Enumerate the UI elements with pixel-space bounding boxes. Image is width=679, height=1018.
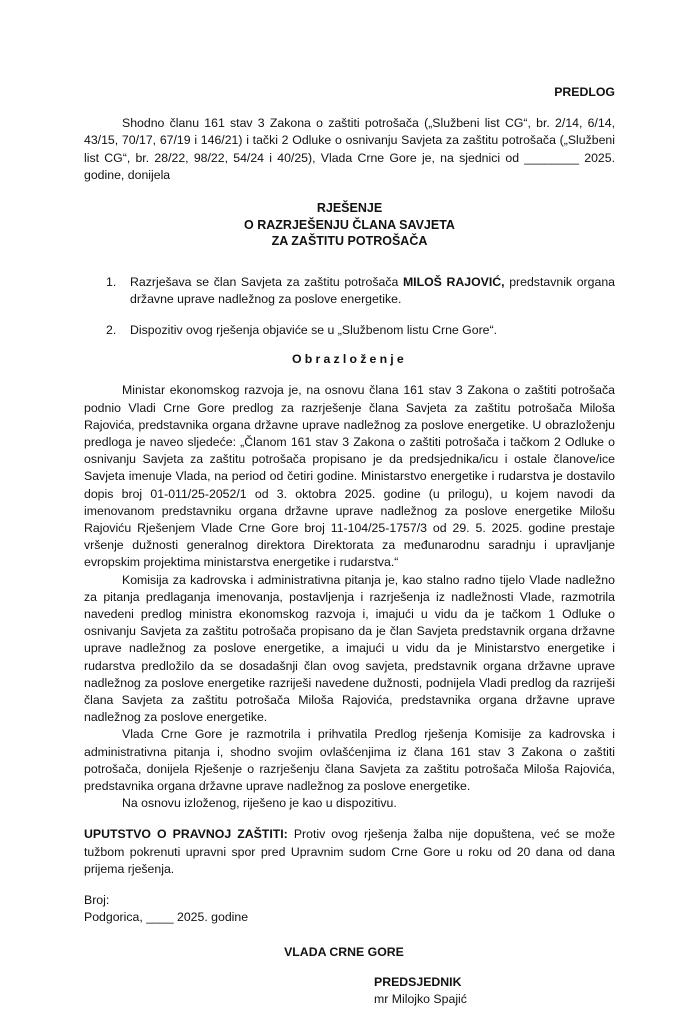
- reasoning-paragraph: Vlada Crne Gore je razmotrila i prihvatila Predlog rješenja Komisije za kadrovska i administrativna pitanja i, shodno svojim ovlašćenjima iz člana 161 stav 3 Zakona o zaštiti potrošača, donijela Rješenje o razrješenju člana Savjeta za zaštitu potrošača Miloša Rajovića, predstavnika organa državne uprave nadležnog za poslove energetike.: [84, 727, 615, 793]
- reasoning-paragraph: Komisija za kadrovska i administrativna pitanja je, kao stalno radno tijelo Vlade nadležno za pitanja predlaganja imenovanja, postavljenja i razrješenja iz nadležnosti Vlade, razmotrila navedeni predlog ministra ekonomskog razvoja i, imajući u vidu da je tačkom 1 Odluke o osnivanju Savjeta za zaštitu potrošača propisano da je član Savjeta predstavnik organa državne uprave nadležnog za poslove energetike, a imajući u vidu da je Ministarstvo energetike i rudarstva predložilo da se dosadašnji član ovog savjeta, predstavnik organa državne uprave nadležnog za poslove energetike razriješi navedene dužnosti, podnijela Vladi predlog da razriješi člana Savjeta za zaštitu potrošača Miloša Rajovića, predstavnika organa državne uprave nadležnog za poslove energetike.: [84, 572, 615, 725]
- signatory-name: mr Milojko Spajić: [374, 991, 467, 1006]
- disposition-item-1: [106, 274, 615, 308]
- reasoning-heading: Obrazloženje: [292, 352, 407, 367]
- proposal-label: PREDLOG: [554, 85, 615, 99]
- document-title: [84, 200, 615, 250]
- member-name: MILOŠ RAJOVIĆ,: [402, 274, 505, 289]
- legal-remedy-text: Protiv ovog rješenja žalba nije dopuštena, već se može tužbom pokrenuti upravni spor pred Upravnim sudom Crne Gore u roku od 20 dana od dana prijema rješenja.: [84, 827, 615, 876]
- legal-remedy-label: UPUTSTVO O PRAVNOJ ZAŠTITI:: [84, 827, 288, 842]
- disposition-item-2: [106, 322, 615, 339]
- reasoning-body: [84, 382, 615, 812]
- title-line-3: ZA ZAŠTITU POTROŠAČA: [271, 234, 428, 249]
- item-text: Dispozitiv ovog rješenja objaviće se u „Službenom listu Crne Gore“.: [130, 322, 498, 337]
- reasoning-paragraph: Ministar ekonomskog razvoja je, na osnovu člana 161 stav 3 Zakona o zaštiti potrošača podnio Vladi Crne Gore predlog za razrješenje člana Savjeta za zaštitu potrošača Miloša Rajovića, predstavnika organa državne uprave nadležnog za poslove energetike. U obrazloženju predloga je naveo sljedeće: „Članom 161 stav 3 Zakona o zaštiti potrošača i tačkom 2 Odluke o osnivanju Savjeta za zaštitu potrošača propisano je da predsjednika/icu i ostale članove/ice Savjeta imenuje Vlada, na period od četiri godine. Ministarstvo energetike i rudarstva je dostavilo dopis broj 01-011/25-2052/1 od 3. oktobra 2025. godine (u prilogu), u kojem navodi da imenovanom predstavniku organa državne uprave nadležnog za poslove energetike Milošu Rajoviću Rješenjem Vlade Crne Gore broj 11-104/25-1757/3 od 29. 5. 2025. godine prestaje vršenje dužnosti generalnog direktora Direktorata za međunarodnu saradnju i upravljanje evropskim projektima ministarstva energetike i rudarstva.“: [84, 383, 615, 570]
- document-number: Broj:: [84, 893, 110, 908]
- item-text: predstavnik organa državne uprave nadležnog za poslove energetike.: [130, 274, 615, 306]
- issuer: VLADA CRNE GORE: [284, 945, 404, 960]
- title-line-2: O RAZRJEŠENJU ČLANA SAVJETA: [244, 217, 455, 232]
- legal-remedy: [84, 826, 615, 878]
- item-text: Razrješava se član Savjeta za zaštitu potrošača: [130, 274, 403, 289]
- title-line-1: RJEŠENJE: [316, 201, 383, 216]
- preamble: Shodno članu 161 stav 3 Zakona o zaštiti potrošača („Službeni list CG“, br. 2/14, 6/14, 43/15, 70/17, 67/19 i 146/21) i tački 2 Odluke o osnivanju Savjeta za zaštitu potrošača („Službeni list CG“, br. 28/22, 98/22, 54/24 i 40/25), Vlada Crne Gore je, na sjednici od ________ 2025. godine, donijela: [84, 116, 615, 182]
- signatory-title: PREDSJEDNIK: [374, 974, 462, 989]
- item-number: 2.: [106, 322, 117, 337]
- place-date: Podgorica, ____ 2025. godine: [84, 910, 249, 925]
- disposition-list: [84, 274, 615, 340]
- signature-block: [374, 974, 615, 1008]
- item-number: 1.: [106, 274, 117, 289]
- reasoning-paragraph: Na osnovu izloženog, riješeno je kao u dispozitivu.: [122, 796, 397, 811]
